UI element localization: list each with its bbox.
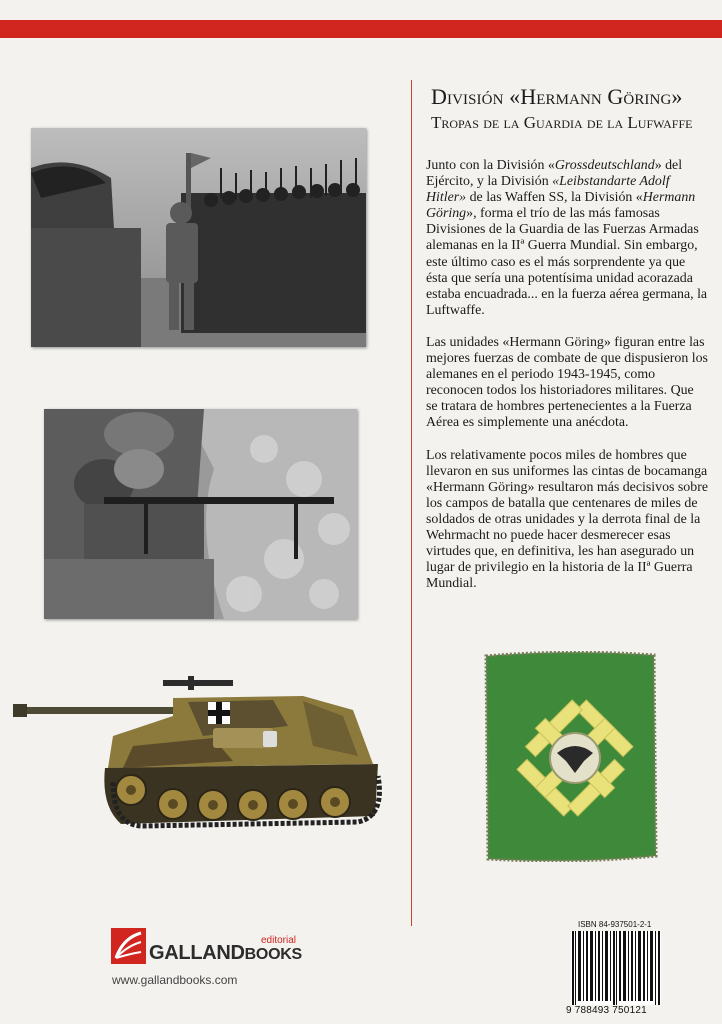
publisher-editorial-label: editorial <box>261 935 297 946</box>
division-flag-photo <box>484 651 659 862</box>
publisher-logo <box>111 924 321 972</box>
synopsis <box>426 158 708 608</box>
isbn-label: ISBN 84-937501-2-1 <box>578 920 652 929</box>
column-divider <box>411 80 412 926</box>
galland-logo-icon <box>111 928 146 964</box>
barcode-digits: 9 788493 750121 <box>566 1005 647 1016</box>
publisher-website: www.gallandbooks.com <box>112 973 238 987</box>
synopsis-paragraph-3: Los relativamente pocos miles de hombres que llevaron en sus uniformes las cintas de bocamanga «Hermann Göring» resultaron más decisivos sobre los campos de batalla que centenares de miles de soldados de otras unidades y la derrota final de la Wehrmacht no puede hacer desmerecer esas virtudes que, en definitiva, les han asegurado un lugar de privilegio en la historia de la IIª Guerra Mundial. <box>426 447 708 592</box>
synopsis-paragraph-2: Las unidades «Hermann Göring» figuran entre las mejores fuerzas de combate de que dispusieron los alemanes en el periodo 1943-1945, como reconocen todos los historiadores militares. Que se tratara de hombres pertenecientes a la Fuerza Aérea es simplemente una anécdota. <box>426 334 708 431</box>
publisher-name-main: GALLAND <box>149 942 245 964</box>
publisher-name-suffix: BOOKS <box>244 946 302 963</box>
parade-photo <box>31 128 366 347</box>
machine-gun-crew-photo <box>44 409 357 619</box>
top-red-band <box>0 20 722 38</box>
barcode-icon <box>571 931 661 1005</box>
synopsis-paragraph-1: Junto con la División «Grossdeutschland» del Ejército, y la División «Leibstandarte Adolf Hitler» de las Waffen SS, la División «Hermann Göring», forma el trío de las más famosas Divisiones de la Guardia de las Fuerzas Armadas alemanas en la IIª Guerra Mundial. Sin embargo, este último caso es el más sorprendente ya que ésta que sería una potentísima unidad acorazada estaba encuadrada... en la fuerza aérea germana, la Luftwaffe. <box>426 158 708 318</box>
publisher-name <box>149 942 302 965</box>
tank-destroyer-illustration <box>13 676 383 836</box>
book-title: División «Hermann Göring» <box>431 84 683 109</box>
book-subtitle: Tropas de la Guardia de la Lufwaffe <box>431 113 693 132</box>
